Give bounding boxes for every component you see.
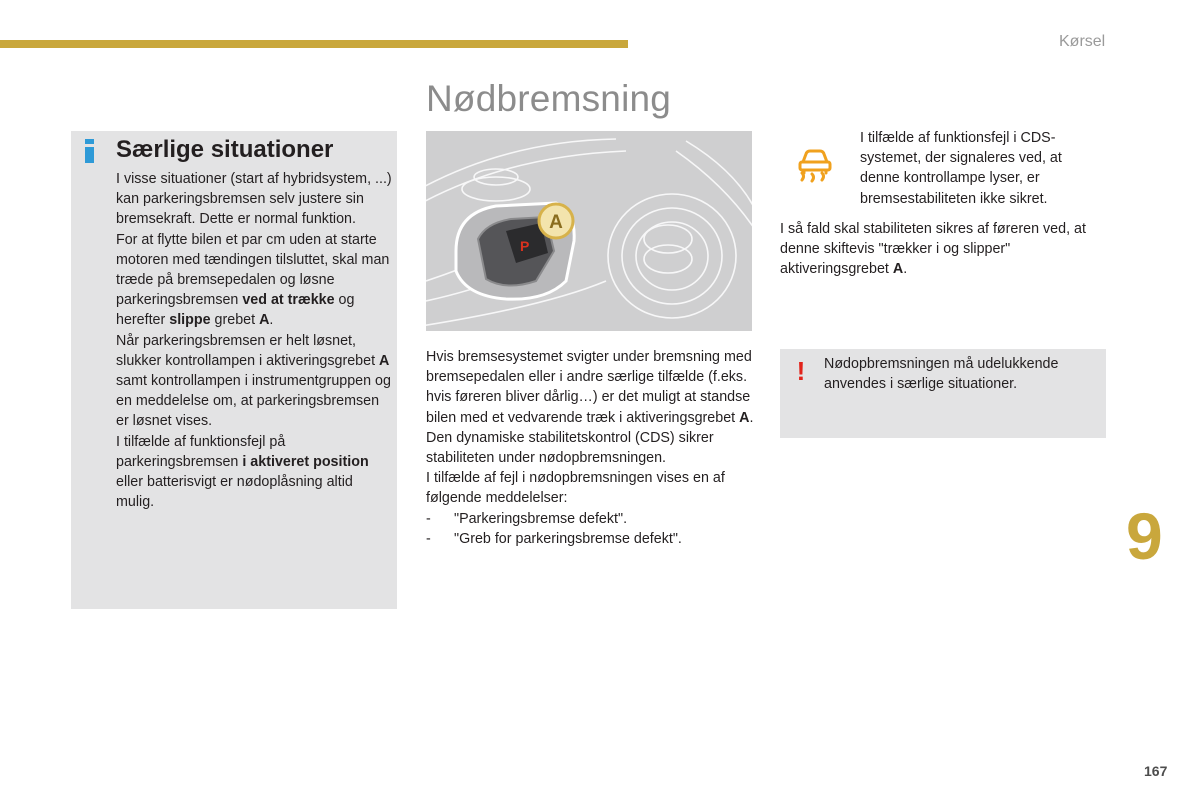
list-item: - "Greb for parkeringsbremse defekt". [426,530,682,547]
info-box-title: Særlige situationer [116,136,334,163]
info-paragraph: Når parkeringsbremsen er helt løsnet, slukker kontrollampen i aktiveringsgrebet A samt kontrollampen i instrumentgruppen og en meddelelse om, at parkeringsbremsen er løsnet vises. [116,332,391,430]
info-icon [84,139,96,163]
warning-lamp-text: I tilfælde af funktionsfejl i CDS-systemet, der signaleres ved, at denne kontrollampe lyser, er bremsestabiliteten ikke sikret. [860,130,1062,207]
middle-column-text [426,347,756,549]
callout-a-label: A [549,212,563,233]
info-paragraph: I tilfælde af funktionsfejl på parkeringsbremsen i aktiveret position eller batterisvigt er nødoplåsning altid mulig. [116,433,369,511]
chapter-number: 9 [1126,499,1163,573]
body-paragraph: Den dynamiske stabilitetskontrol (CDS) sikrer stabiliteten under nødopbremsningen. [426,429,714,467]
body-paragraph: I tilfælde af fejl i nødopbremsningen vises en af følgende meddelelser: [426,470,725,507]
info-box-body [116,169,392,512]
header-gold-bar [0,40,628,48]
info-paragraph: I visse situationer (start af hybridsystem, ...) [116,171,392,187]
page-title: Nødbremsning [426,78,672,119]
info-box [71,131,397,609]
info-paragraph: For at flytte bilen et par cm uden at starte motoren med tændingen tilsluttet, skal man træde på bremsepedalen og løsne parkeringsbremsen ved at trække og herefter slippe grebet A. [116,231,390,329]
parking-brake-illustration [426,131,752,331]
section-label: Kørsel [1059,33,1106,50]
console-drawing [426,131,752,331]
page-number: 167 [1144,763,1168,779]
alert-text: Nødopbremsningen må udelukkende anvendes i særlige situationer. [824,356,1059,393]
right-column-text [780,219,1100,280]
body-paragraph: Hvis bremsesystemet svigter under bremsning med bremsepedalen eller i andre særlige tilfælde (f.eks. hvis føreren bliver dårlig…) er det muligt at standse bilen med et vedvarende træk i aktiveringsgrebet A. [426,349,754,426]
alert-box [780,349,1106,438]
body-paragraph: I så fald skal stabiliteten sikres af føreren ved, at denne skiftevis "trækker i og slipper" aktiveringsgrebet A. [780,221,1086,278]
stability-control-warning-icon [794,142,836,184]
exclamation-icon: ! [796,356,806,386]
info-paragraph: kan parkeringsbremsen selv justere sin bremsekraft. Dette er normal funktion. [116,191,364,228]
list-item: - "Parkeringsbremse defekt". [426,510,628,527]
svg-text:P: P [520,238,530,254]
